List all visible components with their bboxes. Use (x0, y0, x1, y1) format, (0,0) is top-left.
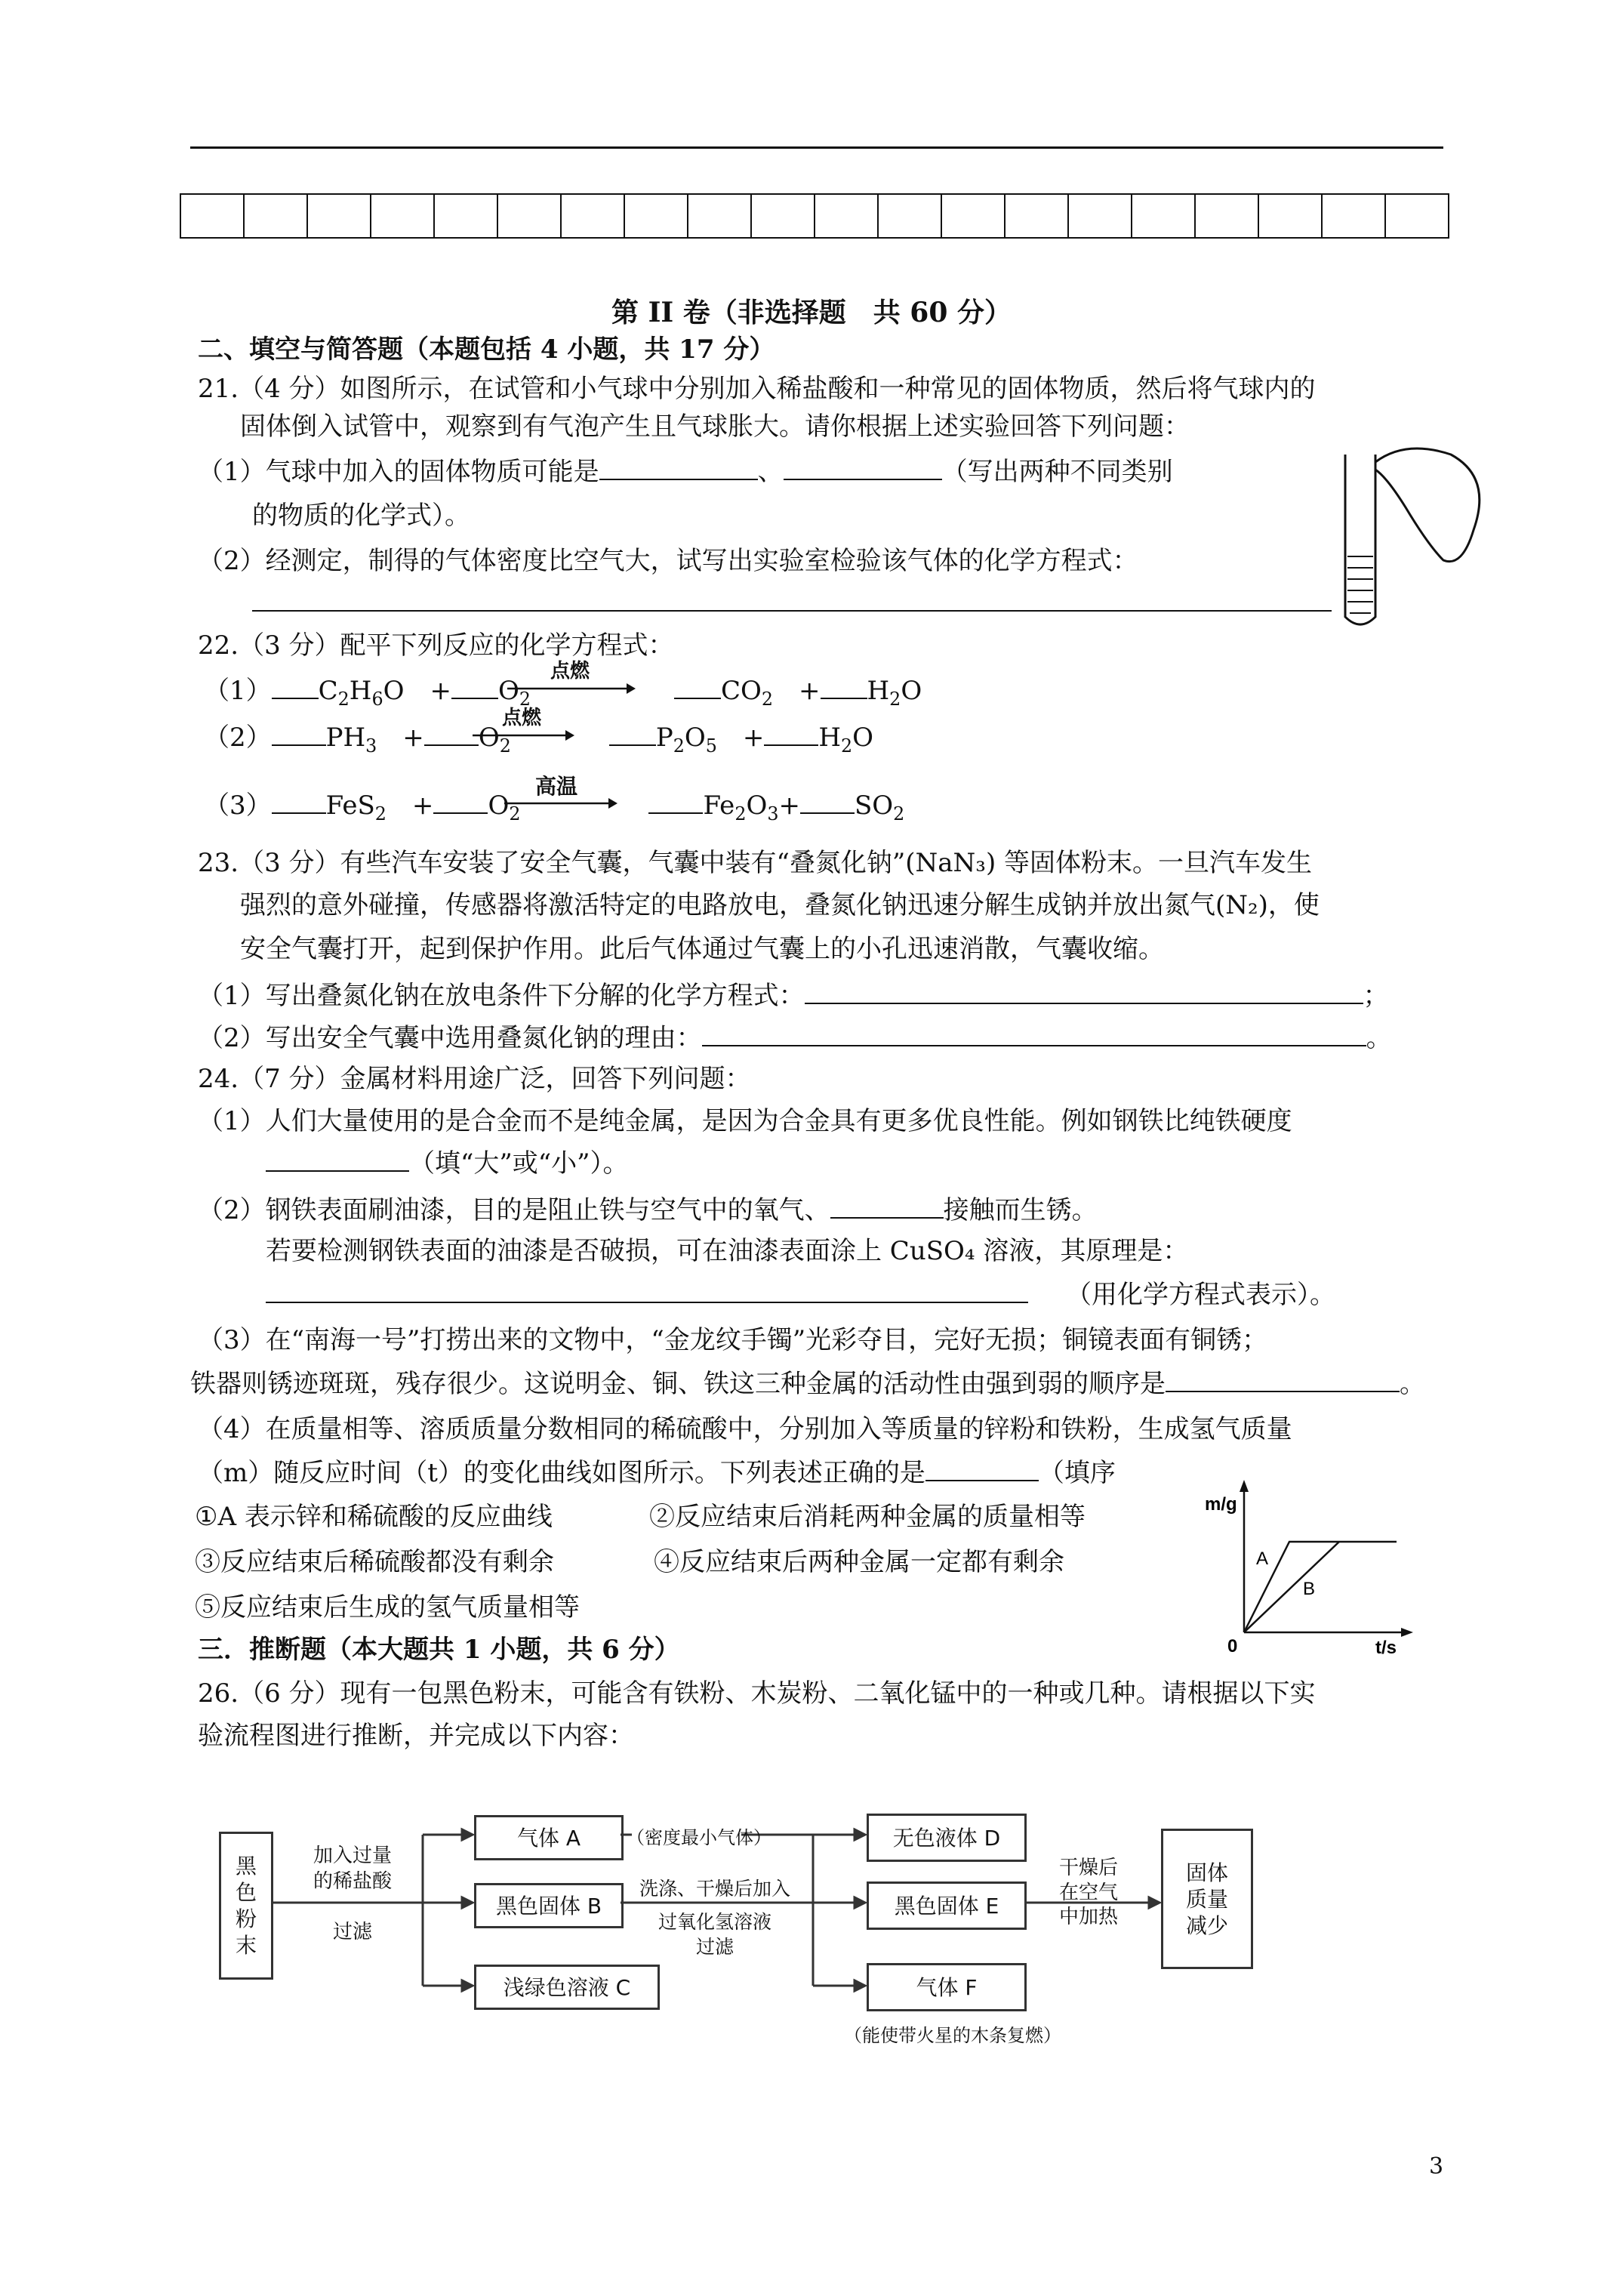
answer-cell[interactable] (1322, 194, 1385, 238)
q21-line2: 固体倒入试管中，观察到有气泡产生且气球胀大。请你根据上述实验回答下列问题： (240, 411, 1190, 442)
answer-cell[interactable] (1385, 194, 1449, 238)
q23-line3: 安全气囊打开，起到保护作用。此后气体通过气囊上的小孔迅速消散，气囊收缩。 (240, 934, 1164, 964)
coefficient-blank[interactable] (272, 787, 326, 814)
q23-line1: 23.（3 分）有些汽车安装了安全气囊，气囊中装有“叠氮化钠”(NaN₃) 等固体粉末。一旦汽车发生 (198, 848, 1313, 878)
coefficient-blank[interactable] (609, 719, 656, 746)
q24-part2-text: （2）钢铁表面刷油漆，目的是阻止铁与空气中的氧气、 (198, 1195, 830, 1225)
answer-cell[interactable] (180, 194, 244, 238)
q24-part2-text-end: 接触而生锈。 (943, 1195, 1098, 1225)
condition-ignite: 点燃 (550, 660, 590, 683)
option-1: ①A 表示锌和稀硫酸的反应曲线 (195, 1502, 553, 1532)
answer-cell[interactable] (1258, 194, 1322, 238)
q23-line2: 强烈的意外碰撞，传感器将激活特定的电路放电，叠氮化钠迅速分解生成钠并放出氮气(N₂)，使 (240, 890, 1320, 920)
coefficient-blank[interactable] (433, 787, 488, 814)
coefficient-blank[interactable] (800, 787, 855, 814)
condition-ignite: 点燃 (501, 707, 541, 729)
q24-part2-note: （用化学方程式表示）。 (1066, 1280, 1335, 1310)
answer-cell[interactable] (561, 194, 624, 238)
flow-gas-a-note: （密度最小气体） (627, 1827, 771, 1848)
answer-blank[interactable] (830, 1191, 944, 1219)
answer-cell[interactable] (434, 194, 497, 238)
q23-part2-text: （2）写出安全气囊中选用叠氮化钠的理由： (198, 1023, 702, 1053)
reaction-arrow-icon (473, 728, 574, 743)
answer-cell[interactable] (688, 194, 751, 238)
flow-step3-label: 干燥后 在空气 中加热 (1058, 1857, 1118, 1928)
option-4: ④反应结束后两种金属一定都有剩余 (654, 1547, 1064, 1577)
punctuation: 。 (1366, 1023, 1392, 1053)
flow-liquid-d: 无色液体 D (867, 1814, 1027, 1862)
q21-part1 (198, 453, 1173, 489)
flow-step1-label: 加入过量 的稀盐酸 (313, 1845, 392, 1893)
q21-part1-cont: 的物质的化学式）。 (252, 501, 470, 531)
coefficient-blank[interactable] (674, 672, 721, 699)
answer-blank[interactable] (266, 1276, 1028, 1303)
separator: 、 (757, 457, 784, 487)
eq-label: （3） (204, 791, 272, 821)
eq-label: （2） (204, 723, 272, 753)
answer-blank[interactable] (599, 453, 758, 480)
answer-cell[interactable] (1195, 194, 1258, 238)
q26-line1: 26.（6 分）现有一包黑色粉末，可能含有铁粉、木炭粉、二氧化锰中的一种或几种。请根据以下实 (198, 1678, 1316, 1709)
q21-part1-note: （写出两种不同类别 (941, 457, 1173, 487)
answer-cell[interactable] (878, 194, 941, 238)
q24-part4-text: （m）随反应时间（t）的变化曲线如图所示。下列表述正确的是 (198, 1458, 925, 1488)
flow-gas-a: 气体 A (474, 1815, 624, 1860)
q23-part2 (198, 1019, 1392, 1056)
eq-label: （1） (204, 676, 272, 706)
coefficient-blank[interactable] (424, 719, 479, 746)
answer-blank[interactable] (266, 1145, 409, 1172)
answer-cell[interactable] (624, 194, 688, 238)
option-3: ③反应结束后稀硫酸都没有剩余 (195, 1547, 554, 1577)
balloon (1375, 448, 1480, 562)
coefficient-blank[interactable] (272, 672, 319, 699)
q21-line1: 21.（4 分）如图所示，在试管和小气球中分别加入稀盐酸和一种常见的固体物质，然后将气球内的 (198, 374, 1316, 404)
answer-cell[interactable] (1068, 194, 1132, 238)
option-2: ②反应结束后消耗两种金属的质量相等 (649, 1502, 1086, 1532)
reaction-curve-graph (1178, 1474, 1427, 1655)
graph-ylabel: m/g (1205, 1494, 1237, 1515)
q24-part1-cont (266, 1145, 629, 1181)
coefficient-blank[interactable] (821, 672, 867, 699)
q24-part3-text: 铁器则锈迹斑斑，残存很少。这说明金、铜、铁这三种金属的活动性由强到弱的顺序是 (190, 1369, 1166, 1399)
answer-blank[interactable] (1166, 1365, 1400, 1392)
answer-blank[interactable] (784, 453, 942, 480)
section-heading: 三．推断题（本大题共 1 小题，共 6 分） (198, 1635, 680, 1665)
answer-cell[interactable] (941, 194, 1005, 238)
answer-cell[interactable] (244, 194, 307, 238)
coefficient-blank[interactable] (451, 672, 498, 699)
test-tube (1345, 455, 1375, 624)
flow-start-box: 黑 色 粉 末 (219, 1832, 273, 1980)
page-title: 第 II 卷（非选择题 共 60 分） (611, 297, 1012, 328)
test-tube-figure (1323, 447, 1496, 636)
q24-part2-answer (266, 1276, 1335, 1312)
q24-part4-note: （填序 (1038, 1458, 1116, 1488)
q26-line2: 验流程图进行推断，并完成以下内容： (198, 1721, 634, 1751)
label-a: A (1256, 1549, 1269, 1569)
answer-cell[interactable] (371, 194, 434, 238)
q21-part2: （2）经测定，制得的气体密度比空气大，试写出实验室检验该气体的化学方程式： (198, 546, 1138, 576)
header-rule (190, 146, 1443, 149)
q24-part1-note: （填“大”或“小”）。 (409, 1148, 629, 1179)
q22-equation-3: （3） FeS$_2$ + $O_2$ $Fe_2O_3+ SO_2$ (204, 787, 904, 831)
flow-step2-label: 洗涤、干燥后加入 (639, 1878, 790, 1900)
flow-step1-filter: 过滤 (332, 1921, 372, 1943)
option-5: ⑤反应结束后生成的氢气质量相等 (195, 1592, 580, 1623)
answer-blank[interactable] (702, 1019, 1366, 1046)
flow-solid-e: 黑色固体 E (867, 1881, 1027, 1930)
q24-part3: （3）在“南海一号”打捞出来的文物中，“金龙纹手镯”光彩夺目，完好无损；铜镜表面有铜锈； (198, 1325, 1268, 1355)
coefficient-blank[interactable] (272, 719, 326, 746)
q24-part4-cont (198, 1454, 1116, 1490)
answer-blank[interactable] (805, 977, 1363, 1004)
answer-cell[interactable] (497, 194, 561, 238)
page-number: 3 (1429, 2153, 1444, 2180)
flow-solid-b: 黑色固体 B (474, 1883, 624, 1928)
graph-origin: 0 (1227, 1636, 1238, 1655)
answer-cell[interactable] (1132, 194, 1195, 238)
q24-part2 (198, 1191, 1098, 1228)
q24-part3-cont (190, 1365, 1425, 1401)
label-b: B (1303, 1579, 1316, 1599)
flow-step2-filter: 过氧化氢溶液 过滤 (658, 1911, 771, 1958)
q22-equation-1: （1） $C_2H_6O$ + $O_2$ $CO_2$ + $H_2O$ (204, 672, 922, 717)
answer-cell[interactable] (815, 194, 878, 238)
q24-heading: 24.（7 分）金属材料用途广泛，回答下列问题： (198, 1064, 751, 1094)
flow-solution-c: 浅绿色溶液 C (474, 1965, 660, 2010)
answer-blank[interactable] (925, 1454, 1039, 1481)
punctuation: 。 (1400, 1369, 1425, 1399)
reaction-arrow-icon (507, 681, 636, 696)
answer-line[interactable] (252, 610, 1332, 612)
answer-cell[interactable] (751, 194, 815, 238)
punctuation: ； (1363, 981, 1389, 1011)
q22-equation-2: （2） $PH_3$ + $O_2$ $P_2O_5$ + $H_2O$ (204, 719, 873, 763)
q24-part1: （1）人们大量使用的是合金而不是纯金属，是因为合金具有更多优良性能。例如钢铁比纯铁硬度 (198, 1106, 1292, 1136)
answer-cell[interactable] (1005, 194, 1068, 238)
condition-high-temp: 高温 (534, 774, 577, 799)
coefficient-blank[interactable] (648, 787, 703, 814)
q23-part1-text: （1）写出叠氮化钠在放电条件下分解的化学方程式： (198, 981, 805, 1011)
flow-gas-f: 气体 F (867, 1963, 1027, 2011)
q24-part4: （4）在质量相等、溶质质量分数相同的稀硫酸中，分别加入等质量的锌粉和铁粉，生成氢气质量 (198, 1414, 1292, 1444)
answer-grid (180, 193, 1449, 239)
q24-part2-cont: 若要检测钢铁表面的油漆是否破损，可在油漆表面涂上 CuSO₄ 溶液，其原理是： (266, 1236, 1189, 1266)
q21-part1-text: （1）气球中加入的固体物质可能是 (198, 457, 599, 487)
answer-cell[interactable] (307, 194, 371, 238)
reaction-arrow-icon (504, 796, 617, 811)
q23-part1 (198, 977, 1389, 1013)
q22-heading: 22.（3 分）配平下列反应的化学方程式： (198, 630, 674, 661)
section-heading: 二、填空与简答题（本题包括 4 小题，共 17 分） (198, 334, 775, 365)
graph-xlabel: t/s (1375, 1638, 1397, 1655)
coefficient-blank[interactable] (764, 719, 818, 746)
flow-gas-f-note: （能使带火星的木条复燃） (844, 2025, 1061, 2046)
flow-end-box: 固体 质量 减少 (1161, 1829, 1253, 1969)
flow-chart (213, 1804, 1270, 2061)
